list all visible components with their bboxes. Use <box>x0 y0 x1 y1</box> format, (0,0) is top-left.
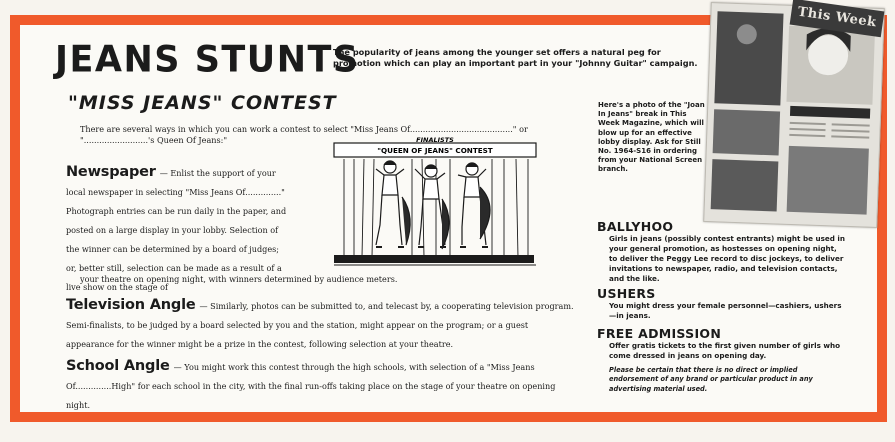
photo-panel-scene-2 <box>711 159 779 211</box>
stage-floor <box>334 255 534 263</box>
magazine-photo <box>703 2 885 228</box>
disclaimer: Please be certain that there is no direct or implied endorsement of any brand or particular product in any advertising material used. <box>609 366 813 393</box>
banner-main-text: "QUEEN OF JEANS" CONTEST <box>377 146 493 155</box>
banner-top-text: FINALISTS <box>416 137 454 144</box>
school-heading: School Angle <box>66 358 170 374</box>
ballyhoo-heading: BALLYHOO <box>597 219 674 234</box>
intro-paragraph: The popularity of jeans among the younger set offers a natural peg for promotion which can play an important part in your "Johnny Guitar" campaign. <box>333 47 698 68</box>
photo-panel-scene-3 <box>787 146 869 215</box>
photo-panel-scene-1 <box>713 109 780 155</box>
free-admission-heading: FREE ADMISSION <box>597 326 722 341</box>
ballyhoo-text: Girls in jeans (possibly contest entrants) might be used in your general promotion, as hostesses on opening night, to deliver the Peggy Lee record to disc jockeys, to deliver invitations to newspaper, radio, and television contacts, and the like. <box>609 234 845 283</box>
photo-caption: Here's a photo of the "Joan In Jeans" break in This Week Magazine, which will blow up for an effective lobby display. Ask for Still No. 1964-S16 in ordering from your National Screen branch. <box>598 101 705 174</box>
newspaper-tail: your theatre on opening night, with winners determined by audience meters. <box>80 274 398 284</box>
ushers-heading: USHERS <box>597 286 656 301</box>
contest-lead: There are several ways in which you can work a contest to select "Miss Jeans Of........................................" or ".........................'s Queen Of Jeans:" <box>80 124 528 145</box>
school-text: — You might work this contest through the high schools, with selection of a "Miss Jeans Of..............High" for each school in the city, with the final run-offs taking place on the stage of your theatre on opening night. <box>66 362 556 410</box>
free-admission-text: Offer gratis tickets to the first given number of girls who come dressed in jeans on opening day. <box>609 341 841 360</box>
ushers-section <box>597 286 847 321</box>
ushers-text: You might dress your female personnel—cashiers, ushers—in jeans. <box>609 301 842 320</box>
television-text: — Similarly, photos can be submitted to, and telecast by, a cooperating television program. Semi-finalists, to be judged by a board selected by you and the station, might appear on the program; or a guest appearance for the winner might be a prize in the contest, following selection at your theatre. <box>66 301 574 349</box>
contest-title: "MISS JEANS" CONTEST <box>68 92 337 114</box>
school-section <box>66 355 576 412</box>
free-admission-section <box>597 326 847 361</box>
newspaper-heading: Newspaper <box>66 164 156 180</box>
television-section <box>66 294 576 351</box>
television-heading: Television Angle <box>66 297 196 313</box>
finalists-illustration <box>332 137 564 271</box>
magazine-stamp: This Week <box>790 0 885 37</box>
newspaper-text: — Enlist the support of your local newspaper in selecting "Miss Jeans Of.............." Photograph entries can be run daily in the paper, and posted on a large display in your lobby. Selection of the winner can be determined by a board of judges; or, better still, selection can be made as a result of a live show on the stage of <box>66 168 287 292</box>
page-title: JEANS STUNTS <box>55 39 360 81</box>
ballyhoo-section <box>597 219 847 284</box>
